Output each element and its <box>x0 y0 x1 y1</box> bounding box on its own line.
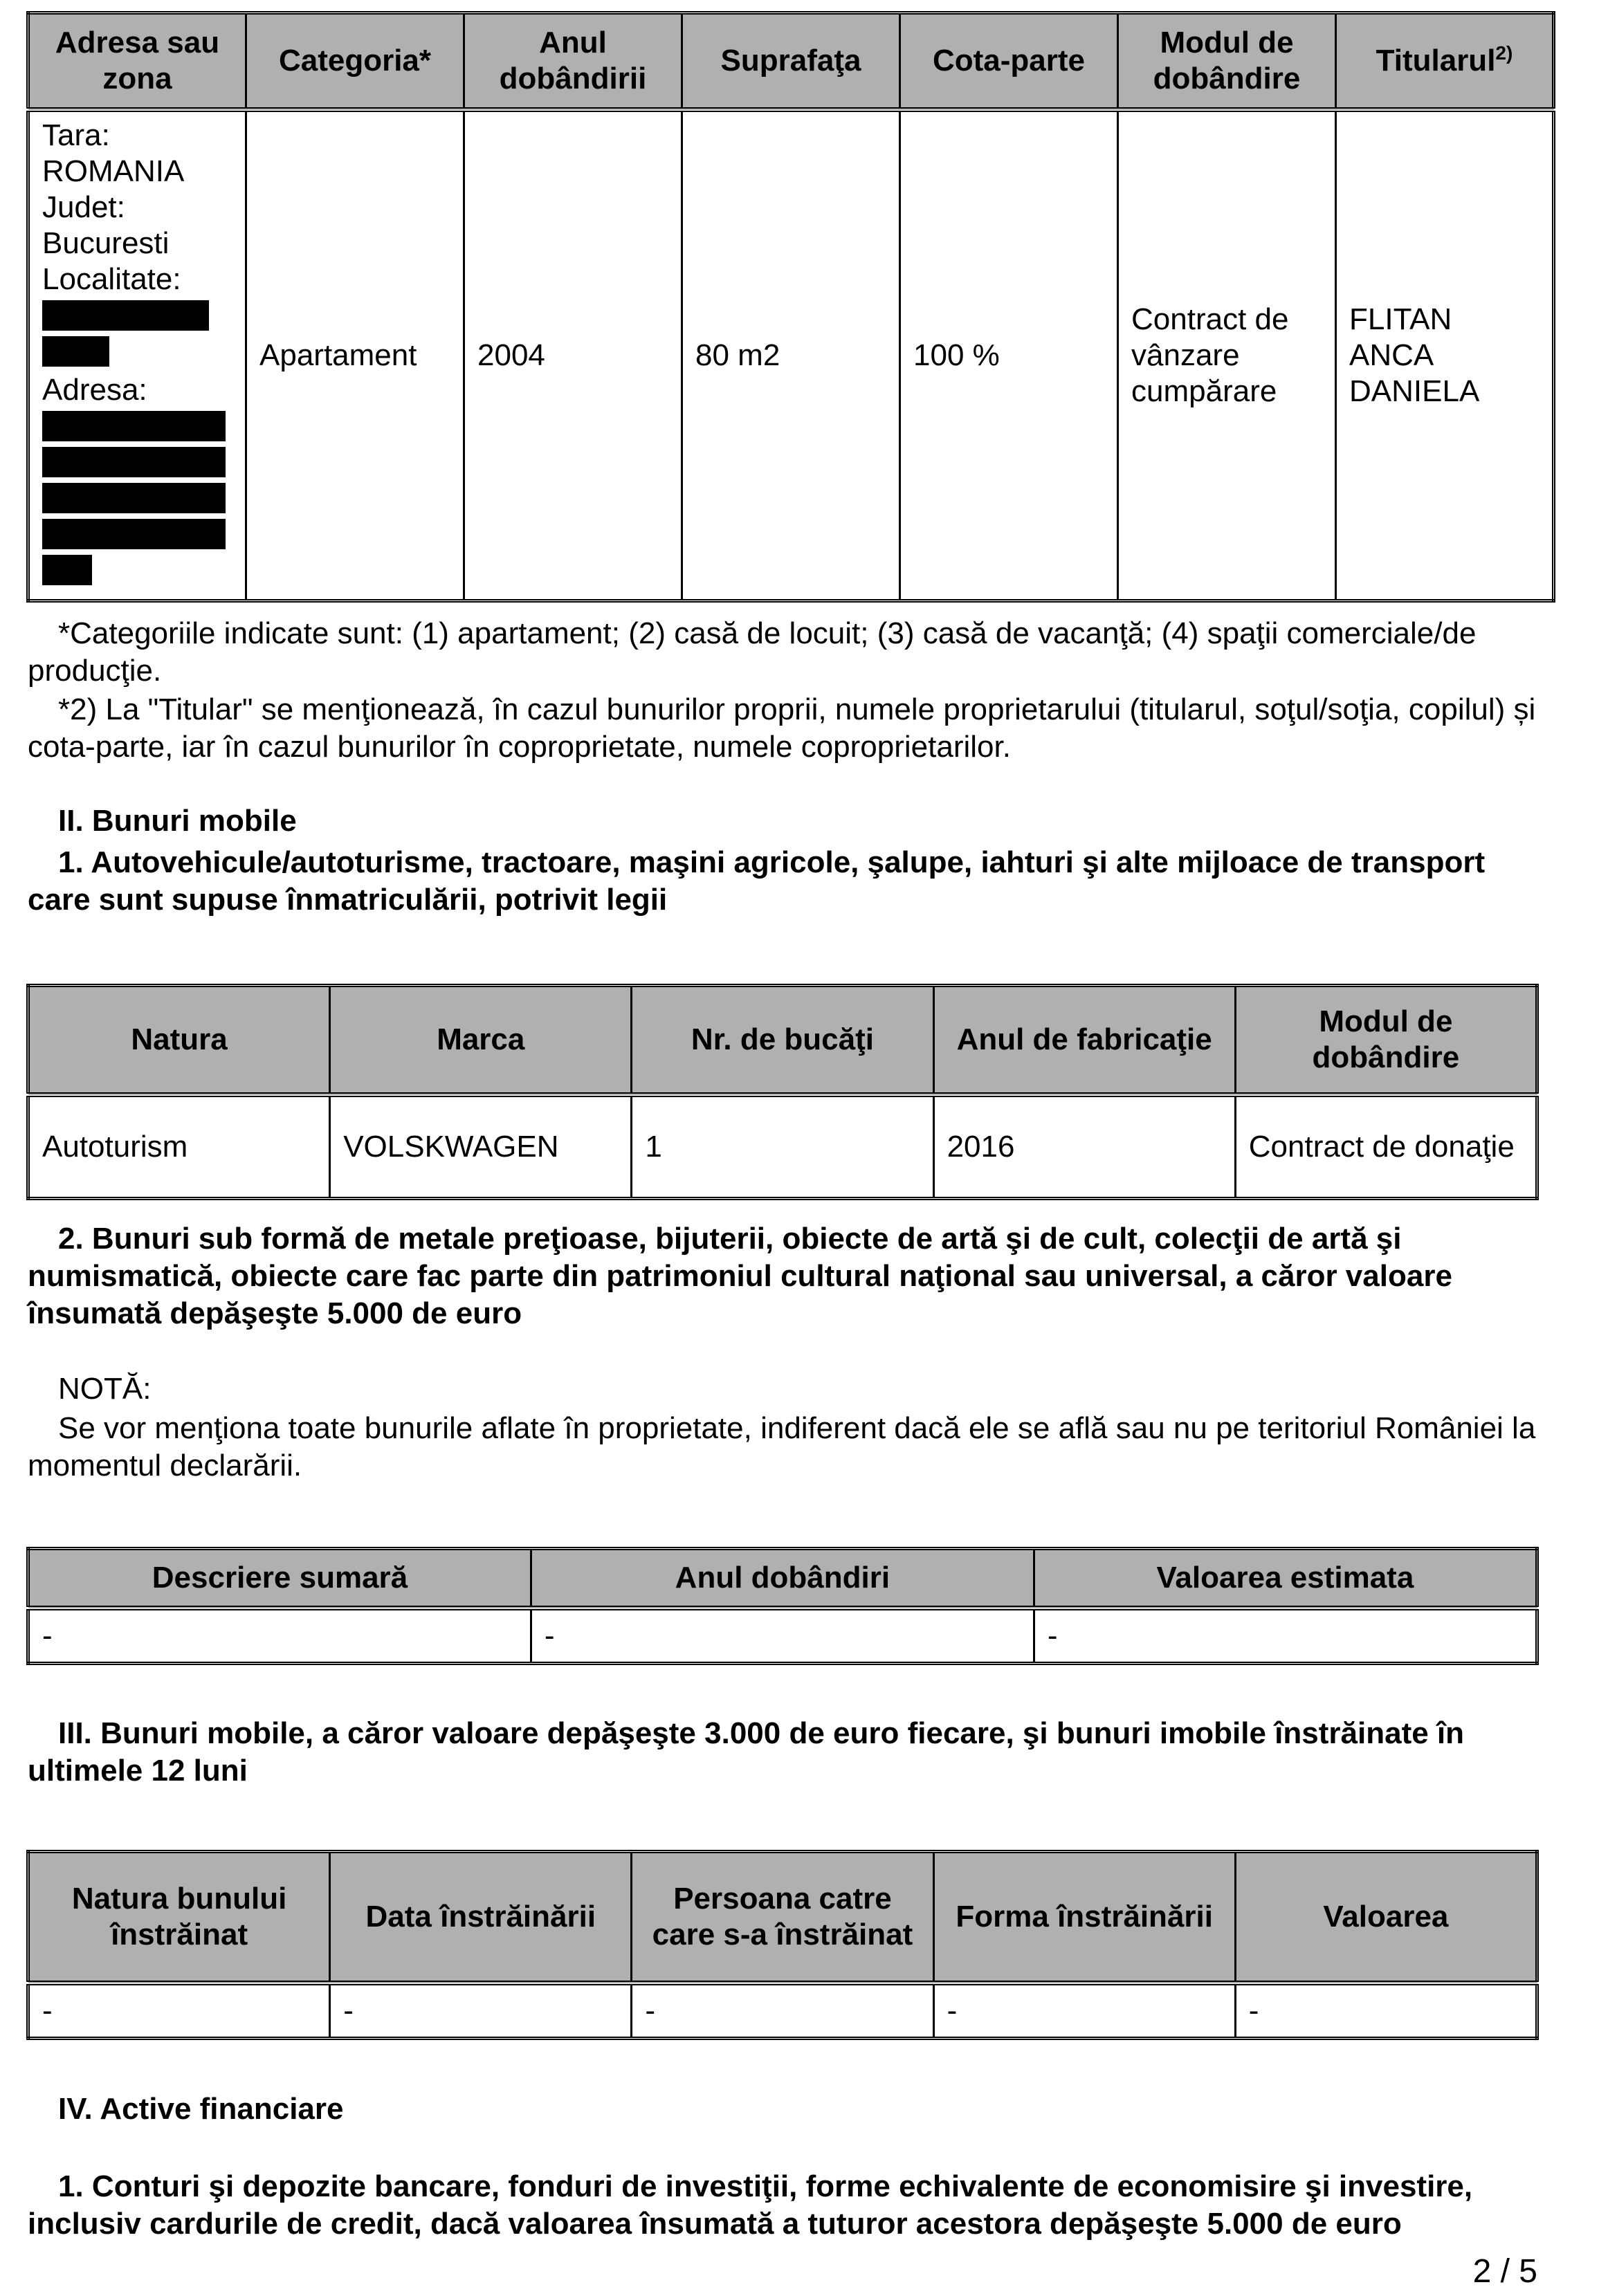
section-title-alienated-goods: III. Bunuri mobile, a căror valoare depăşeşte 3.000 de euro fiecare, şi bunuri imobile înstrăinate în ultimele 12 luni <box>28 1716 1465 1788</box>
header-value: Valoarea <box>1235 1852 1537 1983</box>
redacted-locality <box>42 336 109 367</box>
header-year: Anul dobândirii <box>464 13 682 110</box>
redacted-locality <box>42 300 209 331</box>
real-estate-table <box>26 11 1555 603</box>
redacted-address <box>42 519 226 549</box>
header-recipient: Persoana catre care s-a înstrăinat <box>632 1852 933 1983</box>
vehicle-mode-cell: Contract de donaţie <box>1235 1095 1537 1199</box>
share-cell: 100 % <box>900 110 1118 601</box>
table-header-row <box>28 986 1537 1095</box>
alienated-nature-cell: - <box>28 1983 330 2039</box>
header-estimated-value: Valoarea estimata <box>1034 1549 1537 1608</box>
redacted-address <box>42 555 92 585</box>
subsection-title-bank-accounts: 1. Conturi şi depozite bancare, fonduri de investiţii, forme echivalente de economisire şi investire, inclusiv cardurile de credit, dacă valoarea însumată a tuturor acestora depăşeşte 5.000 de euro <box>28 2169 1473 2241</box>
alienated-recipient-cell: - <box>632 1983 933 2039</box>
mode-cell: Contract de vânzare cumpărare <box>1118 110 1336 601</box>
note-text: Se vor menţiona toate bunurile aflate în proprietate, indiferent dacă ele se află sau nu pe teritoriul României la momentul declarării. <box>28 1411 1536 1482</box>
header-count: Nr. de bucăţi <box>632 986 933 1095</box>
valuable-value-cell: - <box>1034 1608 1537 1664</box>
table-header-row <box>28 13 1554 110</box>
header-share: Cota-parte <box>900 13 1118 110</box>
table-row <box>28 1983 1537 2039</box>
redacted-address <box>42 483 226 513</box>
year-cell: 2004 <box>464 110 682 601</box>
alienated-date-cell: - <box>330 1983 632 2039</box>
county-value: Bucuresti <box>42 226 170 260</box>
header-alienation-form: Forma înstrăinării <box>933 1852 1235 1983</box>
header-nature: Natura <box>28 986 330 1095</box>
header-good-nature: Natura bunului înstrăinat <box>28 1852 330 1983</box>
country-label: Tara: <box>42 118 110 152</box>
vehicle-count-cell: 1 <box>632 1095 933 1199</box>
vehicle-nature-cell: Autoturism <box>28 1095 330 1199</box>
subsection-title-vehicles: 1. Autovehicule/autoturisme, tractoare, maşini agricole, şalupe, iahturi şi alte mijloace de transport care sunt supuse înmatriculării, potrivit legii <box>28 845 1486 917</box>
header-manufacture-year: Anul de fabricaţie <box>933 986 1235 1095</box>
header-alienation-date: Data înstrăinării <box>330 1852 632 1983</box>
table-row <box>28 110 1554 601</box>
header-area: Suprafaţa <box>682 13 900 110</box>
header-brand: Marca <box>330 986 632 1095</box>
country-value: ROMANIA <box>42 154 185 188</box>
footnote-categories: *Categoriile indicate sunt: (1) apartament; (2) casă de locuit; (3) casă de vacanţă; (4) spaţii comerciale/de producţie. <box>28 616 1477 688</box>
table-row <box>28 1095 1537 1199</box>
header-acquisition-year: Anul dobândiri <box>531 1549 1034 1608</box>
subsection-title-valuables: 2. Bunuri sub formă de metale preţioase, bijuterii, obiecte de artă şi de cult, colecţii de artă şi numismatică, obiecte care fac parte din patrimoniul cultural naţional sau universal, a căror valoare însumată depăşeşte 5.000 de euro <box>28 1222 1452 1330</box>
header-category: Categoria* <box>246 13 464 110</box>
table-header-row <box>28 1549 1537 1608</box>
valuable-year-cell: - <box>531 1608 1034 1664</box>
redacted-address <box>42 411 226 441</box>
table-row <box>28 1608 1537 1664</box>
header-acquisition-mode: Modul de dobândire <box>1235 986 1537 1095</box>
note-label: NOTĂ: <box>58 1372 152 1406</box>
valuable-description-cell: - <box>28 1608 531 1664</box>
county-label: Judet: <box>42 190 125 224</box>
area-cell: 80 m2 <box>682 110 900 601</box>
vehicle-brand-cell: VOLSKWAGEN <box>330 1095 632 1199</box>
address-cell <box>28 110 246 601</box>
footnote-owner: *2) La "Titular" se menţionează, în cazul bunurilor proprii, numele proprietarului (titularul, soţul/soţia, copilul) și cota-parte, iar în cazul bunurilor în coproprietate, numele coproprietarilor. <box>28 692 1536 764</box>
alienated-value-cell: - <box>1235 1983 1537 2039</box>
owner-cell: FLITAN ANCA DANIELA <box>1336 110 1554 601</box>
alienated-form-cell: - <box>933 1983 1235 2039</box>
page-number: 2 / 5 <box>1472 2253 1537 2290</box>
header-mode: Modul de dobândire <box>1118 13 1336 110</box>
category-cell: Apartament <box>246 110 464 601</box>
section-title-movable-goods: II. Bunuri mobile <box>58 804 297 838</box>
section-title-financial-assets: IV. Active financiare <box>58 2092 344 2126</box>
valuables-table <box>26 1547 1539 1665</box>
vehicle-year-cell: 2016 <box>933 1095 1235 1199</box>
header-owner <box>1336 13 1554 110</box>
header-owner-footnote-ref: 2) <box>1495 42 1513 64</box>
address-label: Adresa: <box>42 373 147 407</box>
table-header-row <box>28 1852 1537 1983</box>
alienated-goods-table <box>26 1850 1539 2040</box>
redacted-address <box>42 447 226 477</box>
vehicles-table <box>26 984 1539 1200</box>
header-owner-label: Titularul <box>1376 44 1496 77</box>
header-address: Adresa sau zona <box>28 13 246 110</box>
locality-label: Localitate: <box>42 262 181 296</box>
header-description: Descriere sumară <box>28 1549 531 1608</box>
